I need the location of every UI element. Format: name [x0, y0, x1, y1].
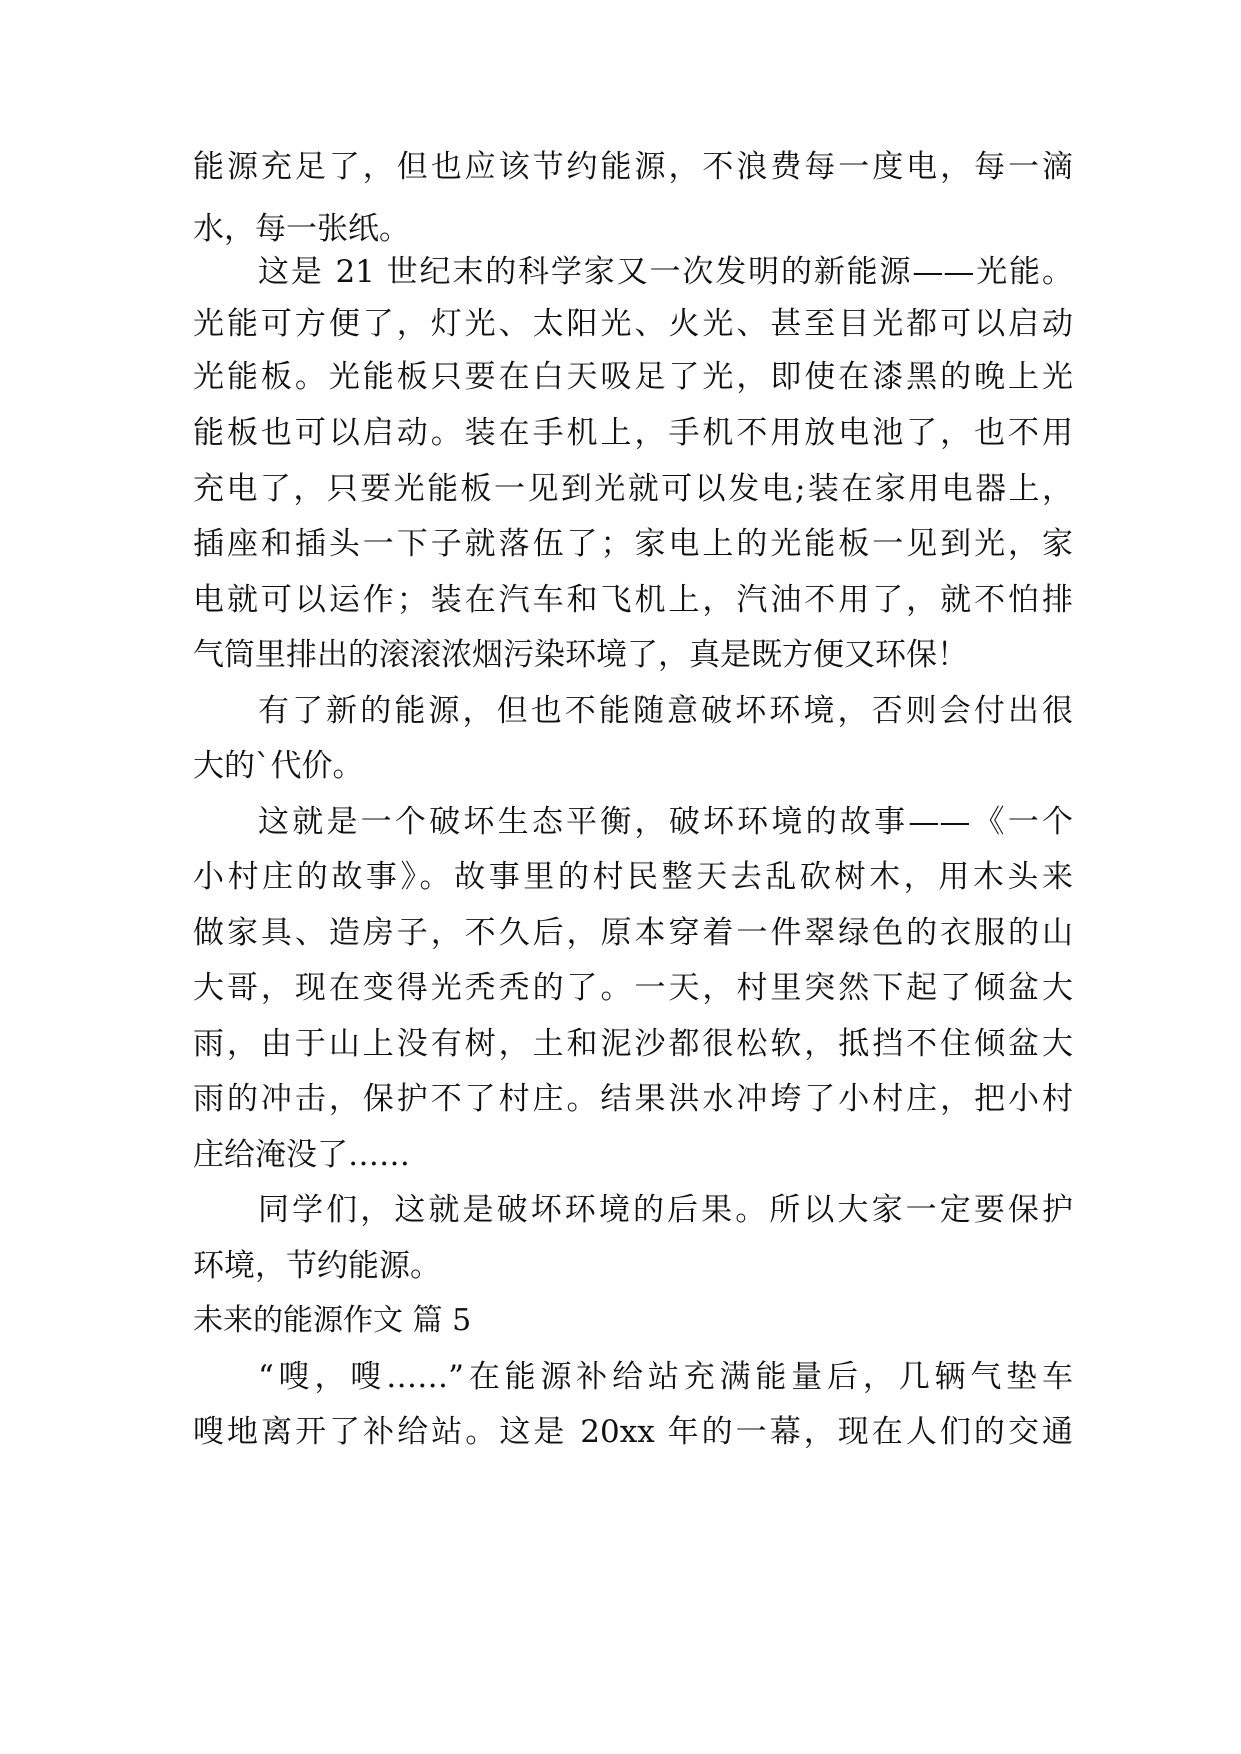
paragraph-first-line: 这就是一个破坏生态平衡，破坏环境的故事——《一个	[258, 804, 1073, 840]
text-line: 雨，由于山上没有树，土和泥沙都很松软，抵挡不住倾盆大	[193, 1026, 1073, 1062]
paragraph-first-line: “嗖，嗖……”在能源补给站充满能量后，几辆气垫车	[258, 1359, 1073, 1395]
text-line: 能源充足了，但也应该节约能源，不浪费每一度电，每一滴	[193, 149, 1073, 185]
text-line: 雨的冲击，保护不了村庄。结果洪水冲垮了小村庄，把小村	[193, 1081, 1073, 1117]
text-line: 小村庄的故事》。故事里的村民整天去乱砍树木，用木头来	[193, 859, 1073, 895]
text-line: 能板也可以启动。装在手机上，手机不用放电池了，也不用	[193, 415, 1073, 451]
text-line: 做家具、造房子，不久后，原本穿着一件翠绿色的衣服的山	[193, 915, 1073, 951]
text-line: 光能可方便了，灯光、太阳光、火光、甚至目光都可以启动	[193, 306, 1073, 342]
text-line: 插座和插头一下子就落伍了；家电上的光能板一见到光，家	[193, 526, 1073, 562]
paragraph-first-line: 同学们，这就是破坏环境的后果。所以大家一定要保护	[258, 1192, 1073, 1228]
text-line: 气筒里排出的滚滚浓烟污染环境了，真是既方便又环保！	[193, 637, 968, 673]
text-line: 光能板。光能板只要在白天吸足了光，即使在漆黑的晚上光	[193, 359, 1073, 395]
text-line: 水，每一张纸。	[193, 211, 410, 247]
paragraph-first-line: 这是 21 世纪末的科学家又一次发明的新能源——光能。	[258, 254, 1073, 290]
text-line: 充电了，只要光能板一见到光就可以发电;装在家用电器上，	[193, 471, 1073, 507]
text-line: 大哥，现在变得光秃秃的了。一天，村里突然下起了倾盆大	[193, 970, 1073, 1006]
section-heading: 未来的能源作文 篇 5	[193, 1303, 472, 1338]
text-line: 电就可以运作；装在汽车和飞机上，汽油不用了，就不怕排	[193, 582, 1073, 618]
text-line: 大的`代价。	[193, 748, 364, 784]
text-line: 环境，节约能源。	[193, 1248, 441, 1284]
text-line: 嗖地离开了补给站。这是 20xx 年的一幕，现在人们的交通	[193, 1414, 1073, 1450]
text-line: 庄给淹没了……	[193, 1137, 410, 1173]
paragraph-first-line: 有了新的能源，但也不能随意破坏环境，否则会付出很	[258, 693, 1073, 729]
